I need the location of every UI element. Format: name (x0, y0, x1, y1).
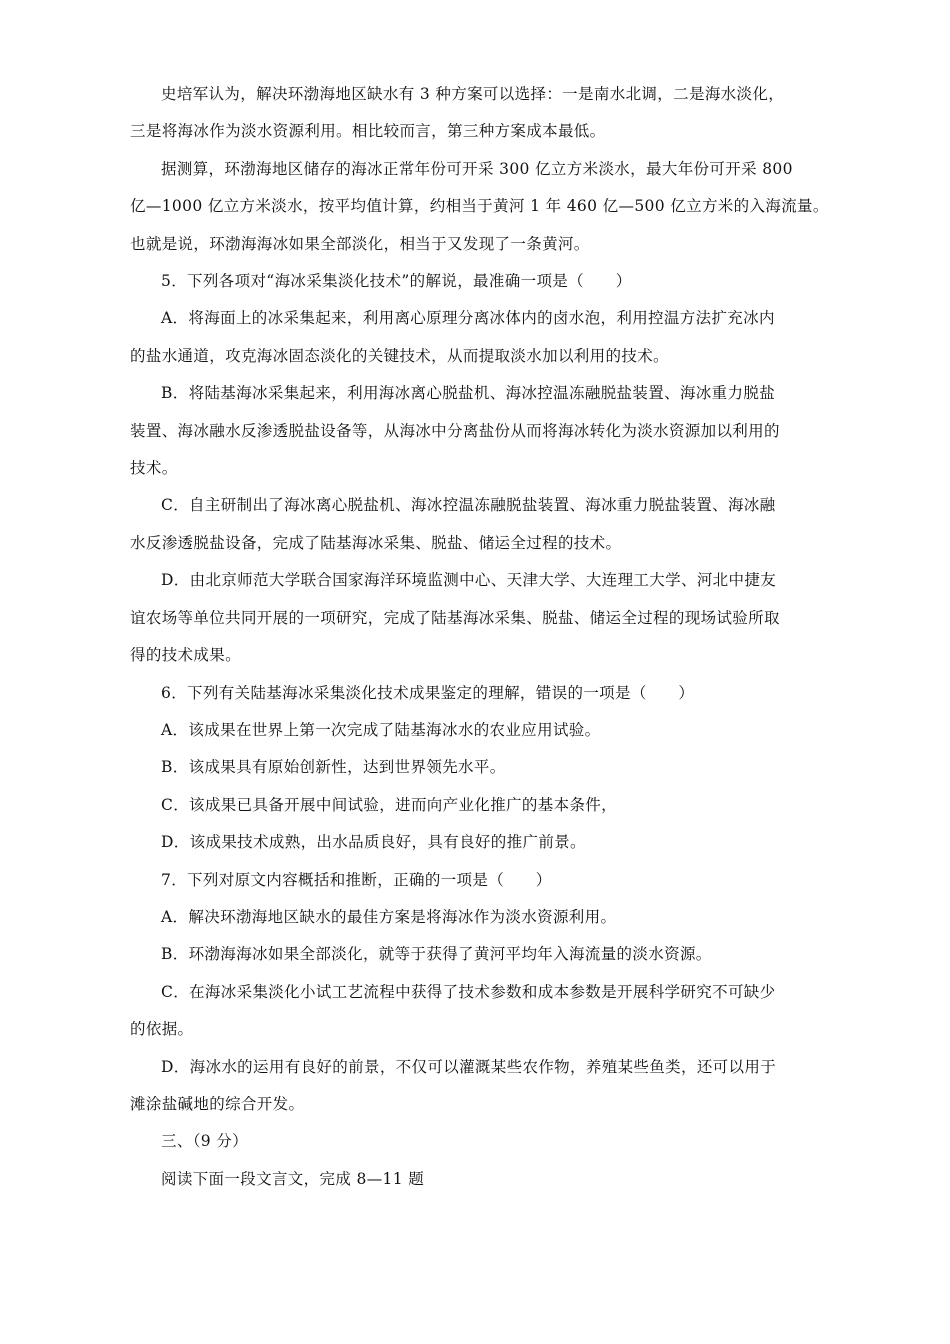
text-line: 滩涂盐碱地的综合开发。 (130, 1094, 305, 1113)
text-line: 水反渗透脱盐设备，完成了陆基海冰采集、脱盐、储运全过程的技术。 (130, 533, 622, 552)
text-line: 谊农场等单位共同开展的一项研究，完成了陆基海冰采集、脱盐、储运全过程的现场试验所取 (130, 608, 780, 627)
question-5-option-d: D．由北京师范大学联合国家海洋环境监测中心、天津大学、大连理工大学、河北中捷友 (161, 571, 777, 590)
text-line: 亿—1000 亿立方米淡水，按平均值计算，约相当于黄河 1 年 460 亿—500 亿立方米的入海流量。 (130, 197, 829, 216)
text-line: 的依据。 (130, 1020, 194, 1039)
question-5-stem: 5．下列各项对“海冰采集淡化技术”的解说，最准确一项是（ ） (161, 272, 632, 291)
question-6-option-d: D．该成果技术成熟，出水品质良好，具有良好的推广前景。 (161, 833, 586, 852)
question-7-option-b: B．环渤海海冰如果全部淡化，就等于获得了黄河平均年入海流量的淡水资源。 (161, 945, 712, 964)
text-line: 技术。 (130, 459, 178, 478)
text-line: 装置、海冰融水反渗透脱盐设备等，从海冰中分离盐份从而将海冰转化为淡水资源加以利用的 (130, 421, 780, 440)
question-7-option-c: C．在海冰采集淡化小试工艺流程中获得了技术参数和成本参数是开展科学研究不可缺少 (161, 982, 776, 1001)
text-line: 也就是说，环渤海海冰如果全部淡化，相当于又发现了一条黄河。 (130, 234, 590, 253)
question-7-option-a: A．解决环渤海地区缺水的最佳方案是将海冰作为淡水资源利用。 (161, 907, 617, 926)
text-line: 据测算，环渤海地区储存的海冰正常年份可开采 300 亿立方米淡水，最大年份可开采 800 (161, 159, 793, 178)
text-line: 得的技术成果。 (130, 646, 241, 665)
question-6-option-c: C．该成果已具备开展中间试验，进而向产业化推广的基本条件， (161, 795, 618, 814)
question-7-stem: 7．下列对原文内容概括和推断，正确的一项是（ ） (161, 870, 552, 889)
text-line: 三是将海冰作为淡水资源利用。相比较而言，第三种方案成本最低。 (130, 122, 606, 141)
question-5-option-b: B．将陆基海冰采集起来，利用海冰离心脱盐机、海冰控温冻融脱盐装置、海冰重力脱盐 (161, 384, 776, 403)
question-5-option-c: C．自主研制出了海冰离心脱盐机、海冰控温冻融脱盐装置、海冰重力脱盐装置、海冰融 (161, 496, 776, 515)
section-heading: 三、（9 分） (161, 1132, 248, 1151)
question-6-stem: 6．下列有关陆基海冰采集淡化技术成果鉴定的理解，错误的一项是（ ） (161, 683, 695, 702)
question-6-option-b: B．该成果具有原始创新性，达到世界领先水平。 (161, 758, 506, 777)
text-line: 的盐水通道，攻克海冰固态淡化的关键技术，从而提取淡水加以利用的技术。 (130, 346, 669, 365)
question-7-option-d: D．海冰水的运用有良好的前景，不仅可以灌溉某些农作物，养殖某些鱼类，还可以用于 (161, 1057, 777, 1076)
document-page (130, 76, 830, 1198)
question-5-option-a: A．将海面上的冰采集起来，利用离心原理分离冰体内的卤水泡，利用控温方法扩充冰内 (161, 309, 775, 328)
section-instruction: 阅读下面一段文言文，完成 8—11 题 (161, 1169, 425, 1188)
text-line: 史培军认为，解决环渤海地区缺水有 3 种方案可以选择：一是南水北调，二是海水淡化， (161, 85, 785, 103)
question-6-option-a: A．该成果在世界上第一次完成了陆基海冰水的农业应用试验。 (161, 720, 601, 739)
